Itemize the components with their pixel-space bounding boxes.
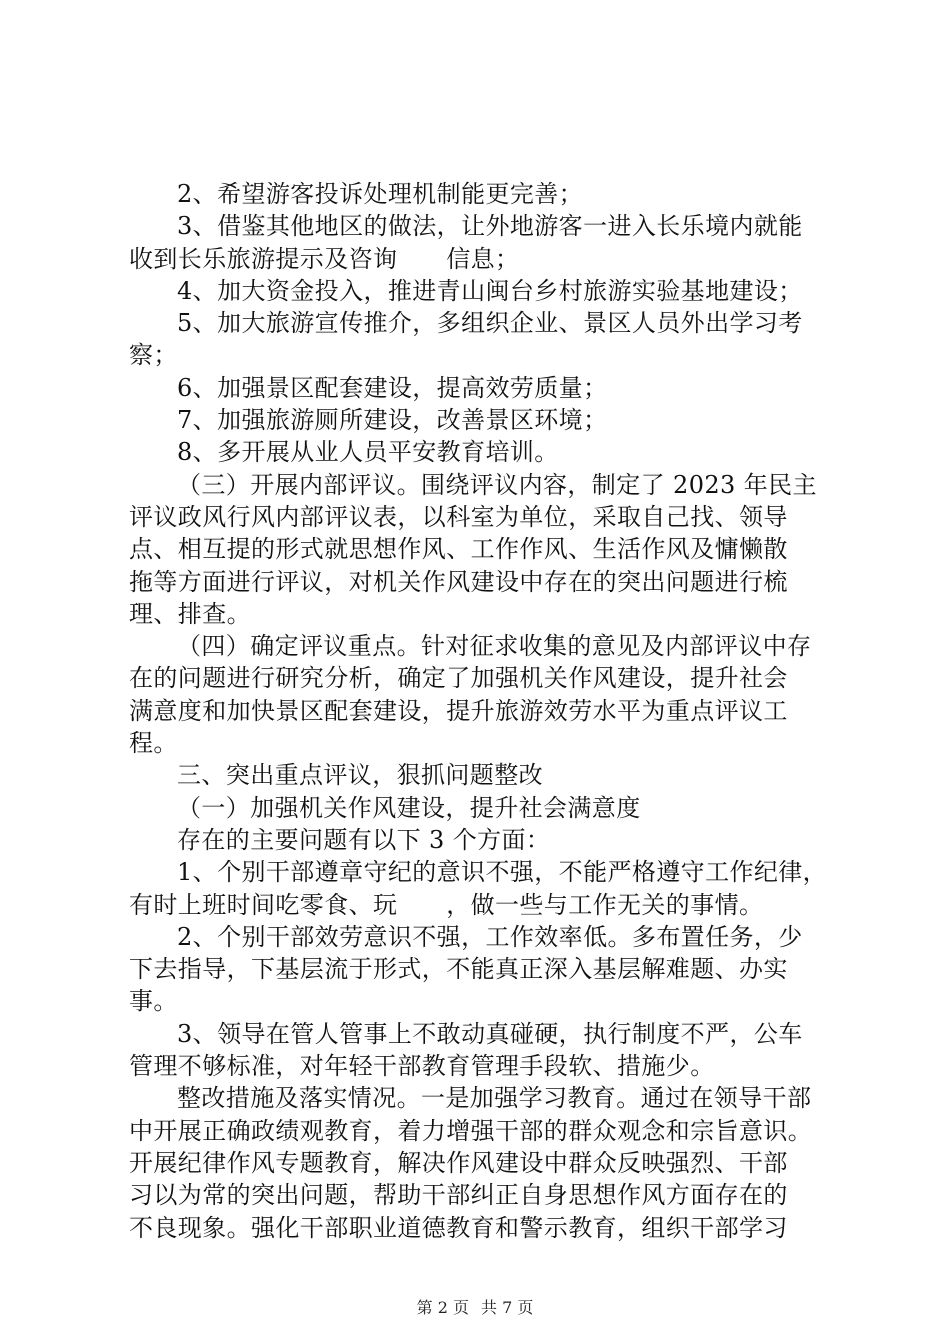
text-line: 存在的主要问题有以下 3 个方面：	[177, 825, 551, 854]
text-line: 7、加强旅游厕所建设，改善景区环境；	[177, 406, 608, 435]
text-line: 6、加强景区配套建设，提高效劳质量；	[177, 373, 608, 402]
page-footer	[0, 1298, 950, 1318]
text-line: （一）加强机关作风建设，提升社会满意度	[177, 793, 641, 822]
text-line: 不良现象。强化干部职业道德教育和警示教育，组织干部学习	[129, 1213, 788, 1242]
text-line: 习以为常的突出问题，帮助干部纠正自身思想作风方面存在的	[129, 1181, 788, 1210]
text-line: 3、借鉴其他地区的做法，让外地游客一进入长乐境内就能	[177, 212, 803, 241]
text-line: 在的问题进行研究分析，确定了加强机关作风建设，提升社会	[129, 664, 788, 693]
text-line: 5、加大旅游宣传推介，多组织企业、景区人员外出学习考	[177, 309, 803, 338]
text-line: 中开展正确政绩观教育，着力增强干部的群众观念和宗旨意识。	[129, 1116, 813, 1145]
text-line: 收到长乐旅游提示及咨询 信息；	[129, 244, 520, 273]
text-line: 有时上班时间吃零食、玩 ，做一些与工作无关的事情。	[129, 890, 764, 919]
text-line: 1、个别干部遵章守纪的意识不强，不能严格遵守工作纪律，	[177, 858, 828, 887]
text-line: 事。	[129, 987, 178, 1016]
text-line: 管理不够标准，对年轻干部教育管理手段软、措施少。	[129, 1052, 715, 1081]
document-body	[129, 178, 829, 1244]
text-line: （四）确定评议重点。针对征求收集的意见及内部评议中存	[177, 632, 812, 661]
text-line: 3、领导在管人管事上不敢动真碰硬，执行制度不严，公车	[177, 1019, 803, 1048]
text-line: 开展纪律作风专题教育，解决作风建设中群众反映强烈、干部	[129, 1148, 788, 1177]
text-line: 2、希望游客投诉处理机制能更完善；	[177, 180, 584, 208]
page-total: 共 7 页	[481, 1298, 534, 1317]
text-line: 评议政风行风内部评议表，以科室为单位，采取自己找、领导	[129, 502, 788, 531]
text-line: （三）开展内部评议。围绕评议内容，制定了 2023 年民主	[177, 470, 817, 499]
text-line: 下去指导，下基层流于形式，不能真正深入基层解难题、办实	[129, 955, 788, 984]
text-line: 理、排查。	[129, 599, 251, 628]
text-line: 4、加大资金投入，推进青山闽台乡村旅游实验基地建设；	[177, 276, 803, 305]
text-line: 拖等方面进行评议，对机关作风建设中存在的突出问题进行梳	[129, 567, 788, 596]
text-line: 察；	[129, 341, 178, 370]
text-line: 点、相互提的形式就思想作风、工作作风、生活作风及慵懒散	[129, 535, 788, 564]
text-line: 8、多开展从业人员平安教育培训。	[177, 438, 559, 467]
text-line: 满意度和加快景区配套建设，提升旅游效劳水平为重点评议工	[129, 696, 788, 725]
page-number: 第 2 页	[416, 1298, 469, 1317]
text-line: 三、突出重点评议，狠抓问题整改	[177, 761, 543, 790]
text-line: 程。	[129, 729, 178, 758]
text-line: 2、个别干部效劳意识不强，工作效率低。多布置任务，少	[177, 922, 803, 951]
text-line: 整改措施及落实情况。一是加强学习教育。通过在领导干部	[177, 1084, 812, 1113]
